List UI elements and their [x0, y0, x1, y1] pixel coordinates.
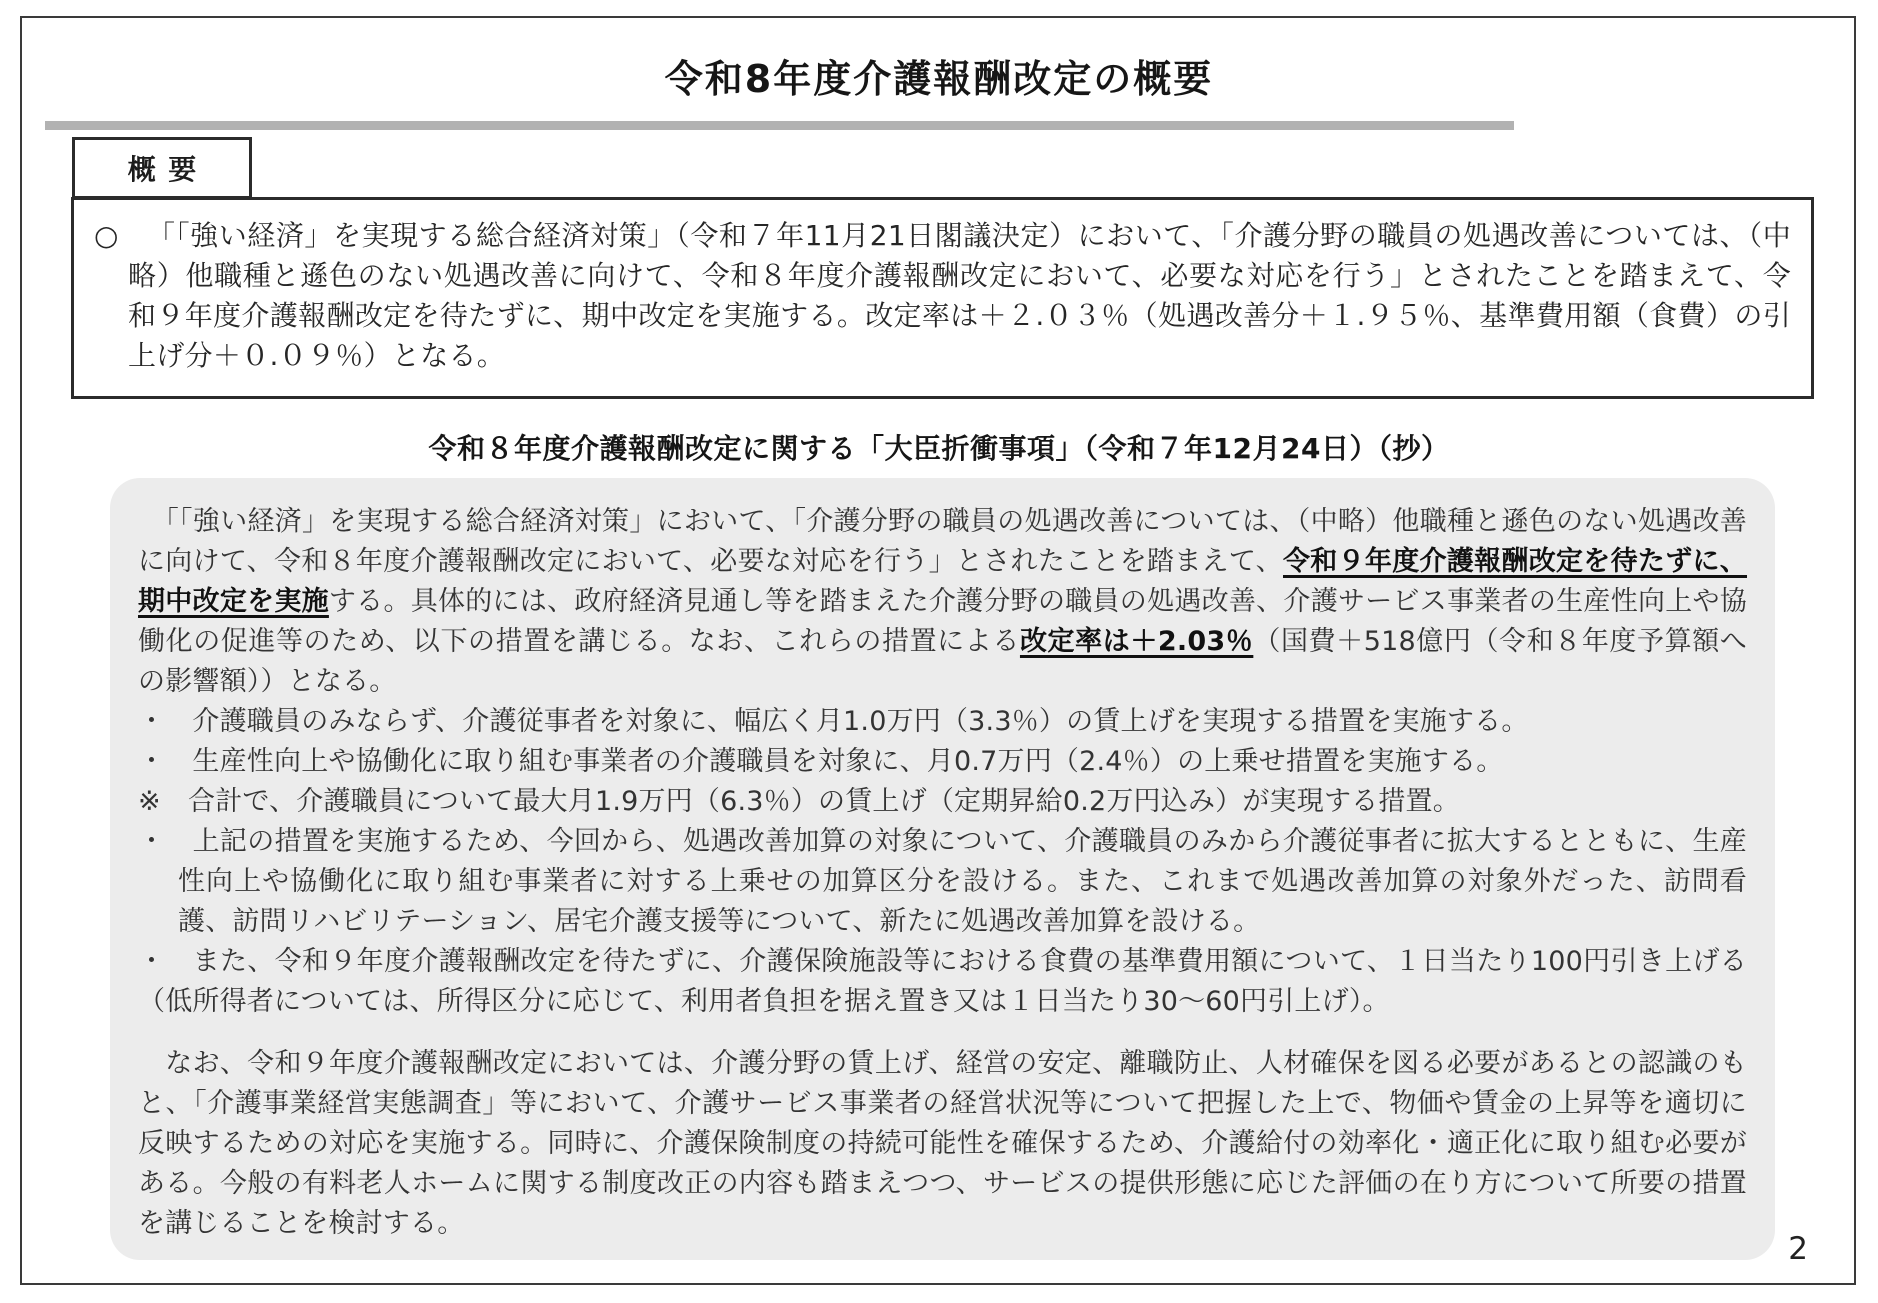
slide-title: 令和8年度介護報酬改定の概要: [664, 57, 1214, 101]
bullet-item: ・ 上記の措置を実施するため、今回から、処遇改善加算の対象について、介護職員のみから介護従事者に拡大するとともに、生産性向上や協働化に取り組む事業者に対する上乗せの加算区分を設ける。また、これまで処遇改善加算の対象外だった、訪問看護、訪問リハビリテーション、居宅介護支援等について、新たに処遇改善加算を設ける。: [138, 826, 1747, 937]
circle-bullet-marker: ○: [94, 219, 119, 252]
emphasized-text: 改定率は＋2.03％: [1019, 626, 1254, 657]
overview-summary-body: 「「強い経済」を実現する総合経済対策」（令和７年11月21日閣議決定）において、「介護分野の職員の処遇改善については、（中略）他職種と遜色のない処遇改善に向けて、令和８年度介護報酬改定において、必要な対応を行う」とされたことを踏まえて、令和９年度介護報酬改定を待たずに、期中改定を実施する。改定率は＋２.０３％（処遇改善分＋１.９５％、基準費用額（食費）の引上げ分＋０.０９％）となる。: [128, 219, 1791, 372]
bullet-item: ※ 合計で、介護職員について最大月1.9万円（6.3％）の賃上げ（定期昇給0.2万円込み）が実現する措置。: [138, 786, 1460, 817]
minister-bullet-list: [138, 702, 1747, 1022]
page-number: 2: [1788, 1231, 1808, 1267]
title-underline-rule: [45, 121, 1514, 130]
minister-lead-paragraph: [138, 502, 1747, 702]
overview-tab-label: 概要: [127, 153, 209, 186]
minister-closing-paragraph: なお、令和９年度介護報酬改定においては、介護分野の賃上げ、経営の安定、離職防止、人材確保を図る必要があるとの認識のもと、「介護事業経営実態調査」等において、介護サービス事業者の経営状況等について把握した上で、物価や賃金の上昇等を適切に反映するための対応を実施する。同時に、介護保険制度の持続可能性を確保するため、介護給付の効率化・適正化に取り組む必要がある。今般の有料老人ホームに関する制度改正の内容も踏まえつつ、サービスの提供形態に応じた評価の在り方について所要の措置を講じることを検討する。: [138, 1048, 1747, 1239]
emphasized-text: 令和９年度介護報酬改定を待たずに、期中改定を実施: [138, 546, 1748, 617]
overview-summary-box: [71, 197, 1814, 399]
plain-text: （国費＋518億円（令和８年度予算額への影響額））となる。: [138, 626, 1747, 697]
bullet-item: ・ 生産性向上や協働化に取り組む事業者の介護職員を対象に、月0.7万円（2.4％）の上乗せ措置を実施する。: [138, 746, 1504, 777]
minister-items-heading: 令和８年度介護報酬改定に関する「大臣折衝事項」（令和７年12月24日）（抄）: [428, 432, 1450, 465]
plain-text: する。具体的には、政府経済見通し等を踏まえた介護分野の職員の処遇改善、介護サービス事業者の生産性向上や協働化の促進等のため、以下の措置を講じる。なお、これらの措置による: [138, 586, 1747, 657]
bullet-item: ・ また、令和９年度介護報酬改定を待たずに、介護保険施設等における食費の基準費用額について、１日当たり100円引き上げる（低所得者については、所得区分に応じて、利用者負担を据え置き又は１日当たり30～60円引上げ）。: [138, 946, 1747, 1017]
minister-items-box: [110, 478, 1775, 1260]
plain-text: 「「強い経済」を実現する総合経済対策」において、「介護分野の職員の処遇改善については、（中略）他職種と遜色のない処遇改善に向けて、令和８年度介護報酬改定において、必要な対応を行う」とされたことを踏まえて、: [138, 506, 1747, 577]
overview-tab: [72, 137, 252, 199]
overview-summary-text: [94, 216, 1791, 376]
bullet-item: ・ 介護職員のみならず、介護従事者を対象に、幅広く月1.0万円（3.3％）の賃上げを実現する措置を実施する。: [138, 706, 1529, 737]
